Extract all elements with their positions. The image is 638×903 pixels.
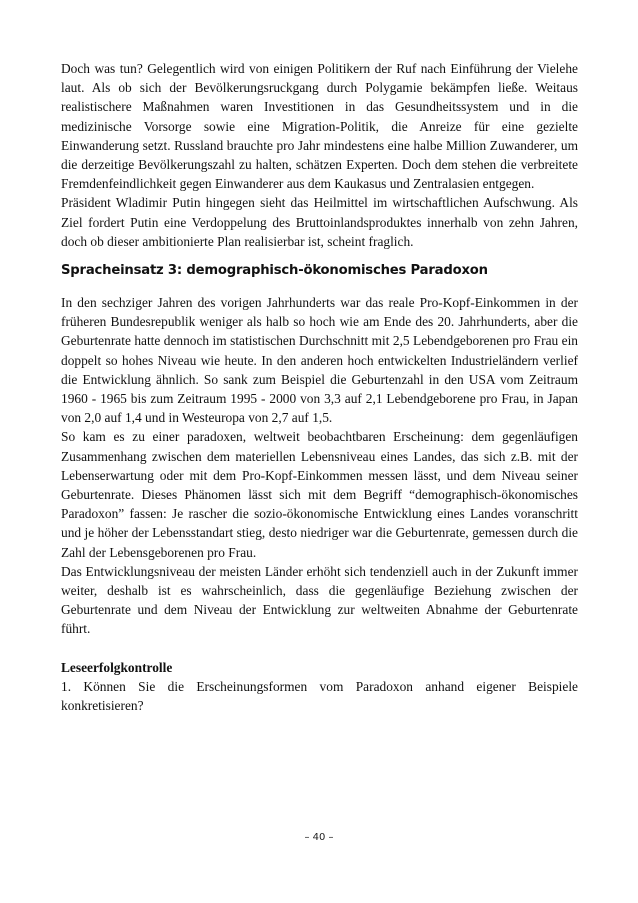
section-heading: Spracheinsatz 3: demographisch-ökonomisches Paradoxon <box>61 263 488 279</box>
paragraph-putin: Präsident Wladimir Putin hingegen sieht das Heilmittel im wirtschaftlichen Aufschwung. Als Ziel fordert Putin eine Verdoppelung des Bruttoinlandsproduktes innerhalb von zehn Jahren, doch ob dieser ambitionierte Plan realisierbar ist, scheint fraglich. <box>61 195 578 249</box>
reading-check-heading: Leseerfolgkontrolle <box>61 659 173 675</box>
spacer <box>61 639 578 658</box>
paragraph-outlook: Das Entwicklungsniveau der meisten Länder erhöht sich tendenziell auch in der Zukunft immer weiter, deshalb ist es wahrscheinlich, dass die gegenläufige Beziehung zwischen der Geburtenrate und dem Niveau der Entwicklung zur weltweiten Abnahme der Geburtenrate führt. <box>61 563 578 637</box>
page-number: – 40 – <box>304 832 334 843</box>
paragraph-birth-rates: In den sechziger Jahren des vorigen Jahrhunderts war das reale Pro-Kopf-Einkommen in der früheren Bundesrepublik weniger als halb so hoch wie am Ende des 20. Jahrhunderts, aber die Geburtenrate hatte dennoch im statistischen Durchschnitt mit 2,5 Lebendgeborenen pro Frau ein doppelt so hohes Niveau wie heute. In den anderen hoch entwickelten Industrieländern verlief die Entwicklung ähnlich. So sank zum Beispiel die Geburtenzahl in den USA vom Zeitraum 1960 - 1965 bis zum Zeitraum 1995 - 2000 von 3,3 auf 2,1 Lebendgeborene pro Frau, in Japan von 2,0 auf 1,4 und in Westeuropa von 2,7 auf 1,5. <box>61 295 578 426</box>
paragraph-paradox: So kam es zu einer paradoxen, weltweit beobachtbaren Erscheinung: dem gegenläufigen Zusammenhang zwischen dem materiellen Lebensniveau eines Landes, das sich z.B. mit der Lebenserwartung oder mit dem Pro-Kopf-Einkommen messen lässt, und dem Niveau seiner Geburtenrate. Dieses Phänomen lässt sich mit dem Begriff “demographisch-ökonomisches Paradoxon” fassen: Je rascher die sozio-ökonomische Entwicklung eines Landes voranschritt und je höher der Lebensstandart stieg, desto niedriger war die Geburtenrate, gemessen durch die Zahl der Lebensgeborenen pro Frau. <box>61 429 578 560</box>
spacer <box>61 280 578 293</box>
reading-check-question: 1. Können Sie die Erscheinungsformen vom Paradoxon anhand eigener Beispiele konkretisieren? <box>61 678 578 714</box>
paragraph-migration: Doch was tun? Gelegentlich wird von einigen Politikern der Ruf nach Einführung der Vielehe laut. Als ob sich der Bevölkerungsruckgang durch Polygamie bekämpfen ließe. Weitaus realistischere Maßnahmen waren Investitionen in das Gesundheitssystem und in die medizinische Vorsorge sowie eine Migration-Politik, die Anreize für eine gezielte Einwanderung setzt. Russland brauchte pro Jahr mindestens eine halbe Million Zuwanderer, um die derzeitige Bevölkerungszahl zu halten, schätzen Experten. Doch dem stehen die verbreitete Fremdenfeindlichkeit gegen Einwanderer aus dem Kaukasus und Zentralasien entgegen. <box>61 61 578 192</box>
document-page <box>61 59 578 715</box>
